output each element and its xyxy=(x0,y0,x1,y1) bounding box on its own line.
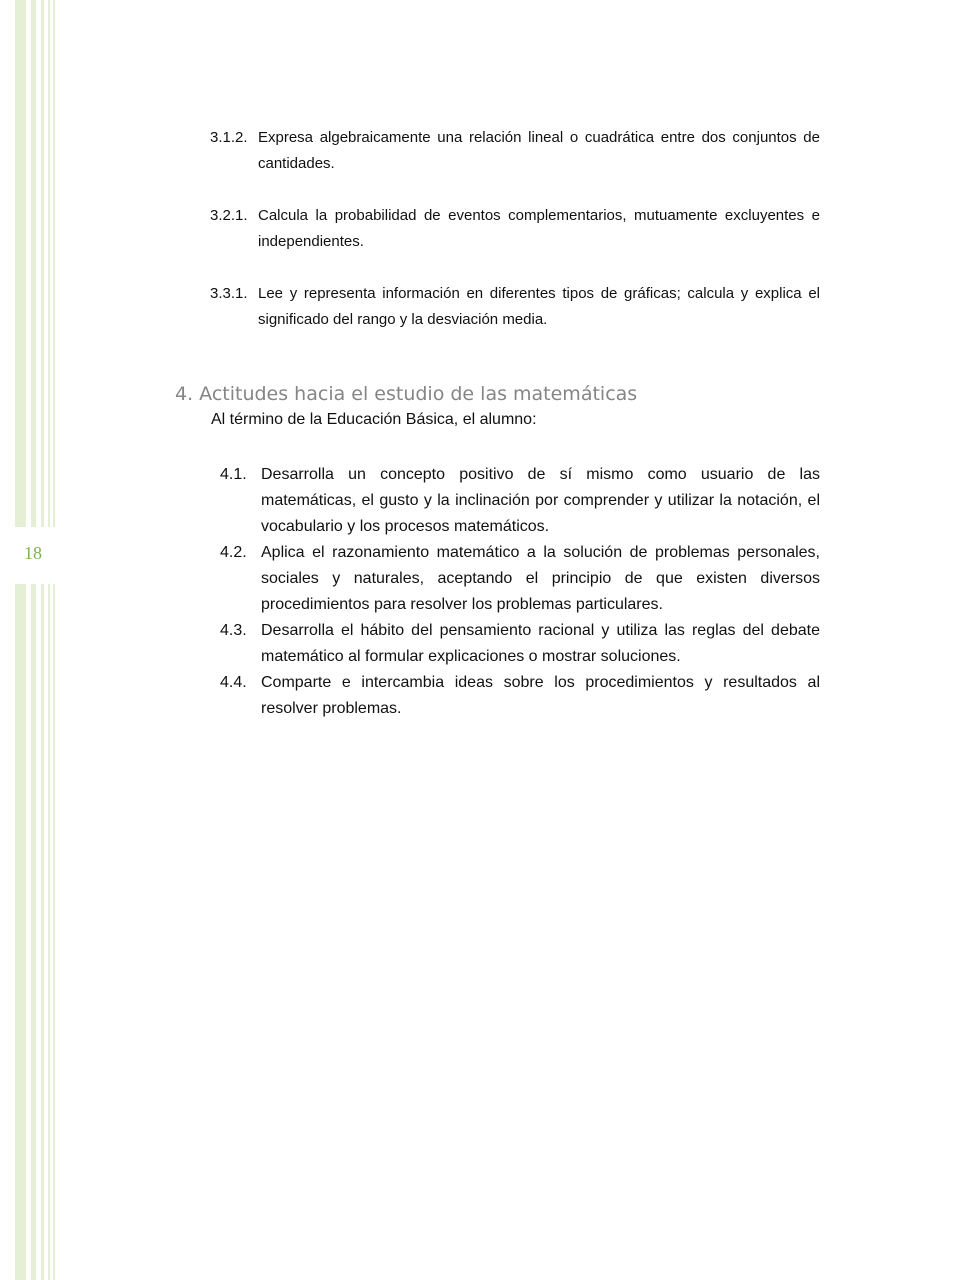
item-number: 4.1. xyxy=(220,466,247,483)
item-number: 4.2. xyxy=(220,544,247,561)
margin-stripe xyxy=(53,0,55,1280)
list-item xyxy=(220,462,820,540)
item-text: Calcula la probabilidad de eventos complementarios, mutuamente excluyentes e independientes. xyxy=(258,207,820,250)
item-number: 3.3.1. xyxy=(210,285,248,302)
item-number: 4.4. xyxy=(220,674,247,691)
list-item xyxy=(220,618,820,670)
item-text: Aplica el razonamiento matemático a la solución de problemas personales, sociales y naturales, aceptando el principio de que existen diversos procedimientos para resolver los problemas particulares. xyxy=(261,544,820,613)
item-number: 3.1.2. xyxy=(210,129,248,146)
item-text: Lee y representa información en diferentes tipos de gráficas; calcula y explica el significado del rango y la desviación media. xyxy=(258,285,820,328)
list-item xyxy=(220,540,820,618)
item-number: 4.3. xyxy=(220,622,247,639)
item-text: Expresa algebraicamente una relación lineal o cuadrática entre dos conjuntos de cantidades. xyxy=(258,129,820,172)
margin-stripe xyxy=(15,0,26,1280)
page-number: 18 xyxy=(24,543,42,563)
margin-stripe xyxy=(48,0,50,1280)
item-text: Comparte e intercambia ideas sobre los procedimientos y resultados al resolver problemas. xyxy=(261,674,820,717)
margin-stripe xyxy=(31,0,36,1280)
section-heading: 4. Actitudes hacia el estudio de las matemáticas xyxy=(175,383,638,405)
margin-stripe xyxy=(41,0,44,1280)
item-text: Desarrolla un concepto positivo de sí mismo como usuario de las matemáticas, el gusto y la inclinación por comprender y utilizar la notación, el vocabulario y los procesos matemáticos. xyxy=(261,466,820,535)
list-item xyxy=(210,125,820,177)
item-text: Desarrolla el hábito del pensamiento racional y utiliza las reglas del debate matemático al formular explicaciones o mostrar soluciones. xyxy=(261,622,820,665)
list-item xyxy=(210,281,820,333)
section-intro: Al término de la Educación Básica, el alumno: xyxy=(211,411,537,428)
item-number: 3.2.1. xyxy=(210,207,248,224)
list-item xyxy=(210,203,820,255)
list-item xyxy=(220,670,820,722)
